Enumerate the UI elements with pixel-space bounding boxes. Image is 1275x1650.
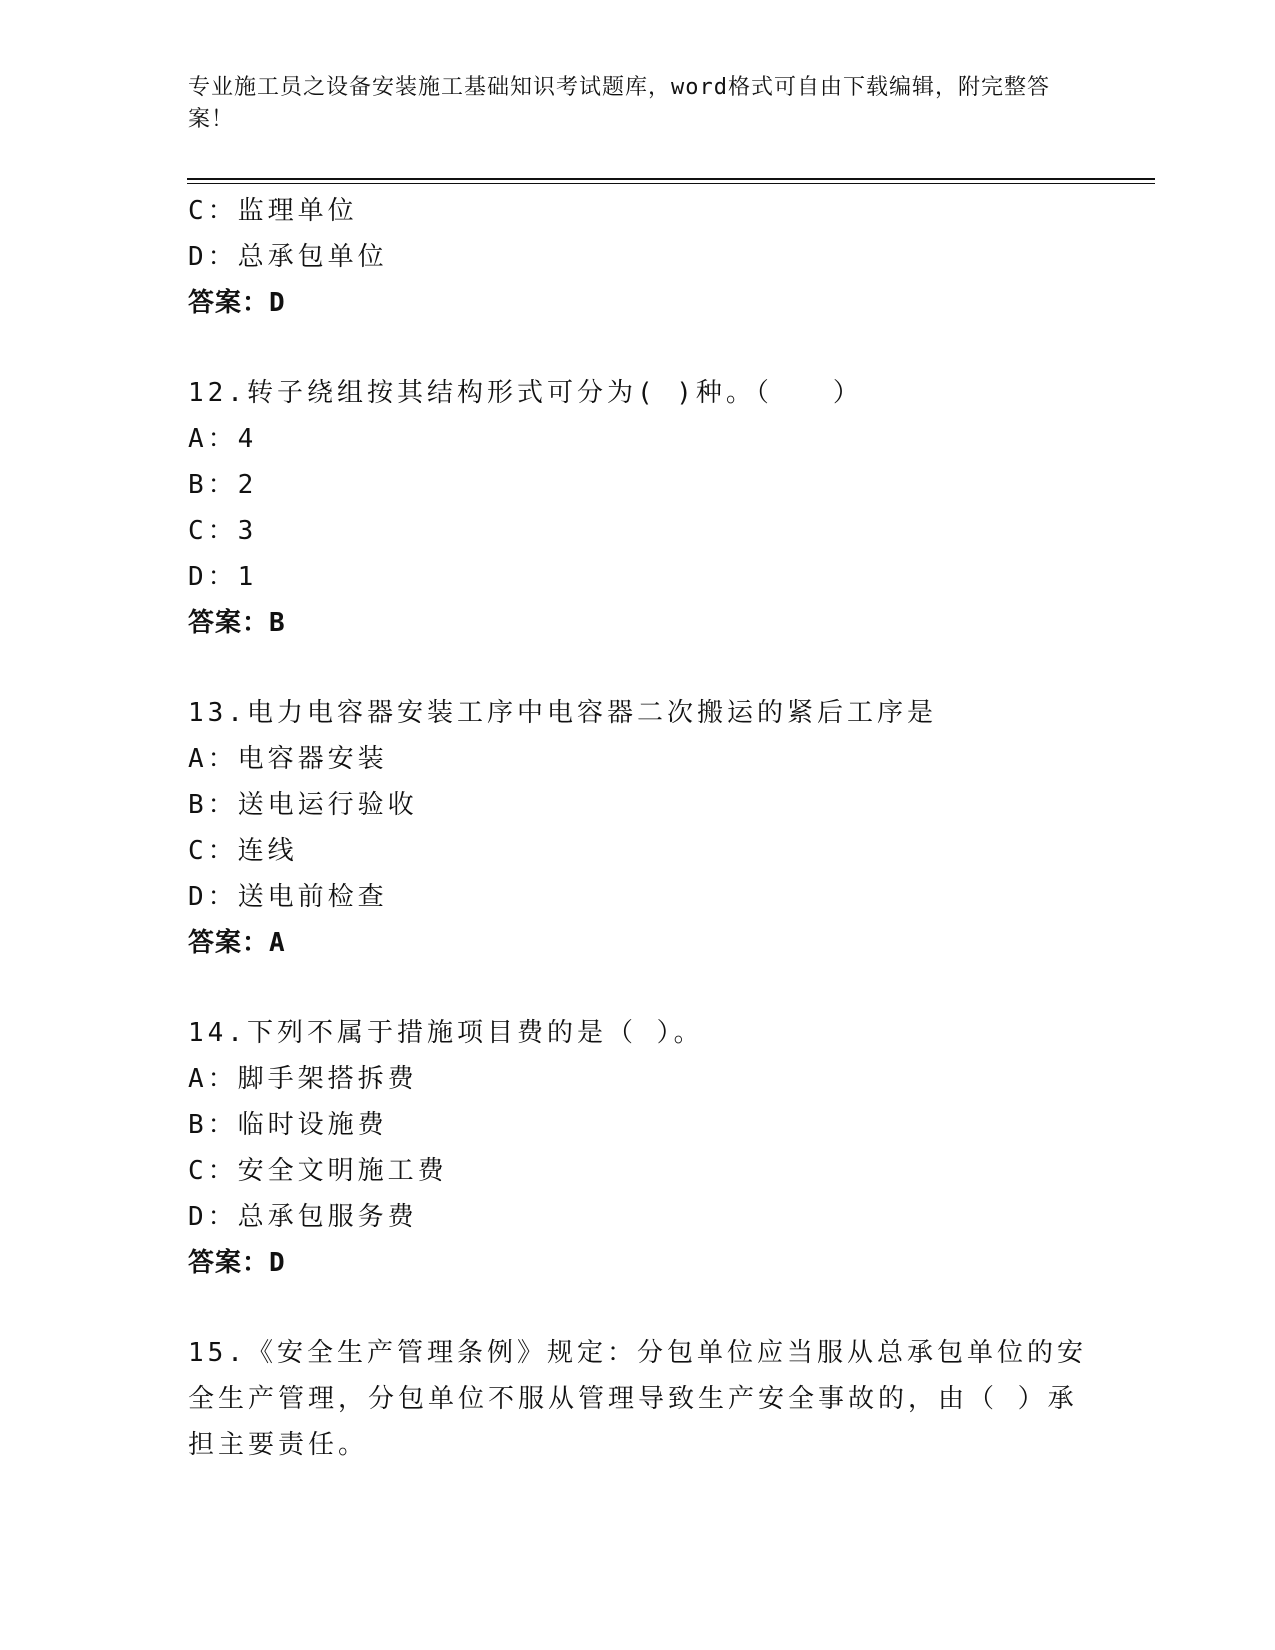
option-c: C：连线 (188, 836, 298, 866)
question-14 (188, 1010, 1088, 1286)
option-a: A：4 (188, 424, 258, 454)
option-d: D：送电前检查 (188, 882, 388, 912)
question-list (188, 188, 1088, 1468)
question-text: 14.下列不属于措施项目费的是（ ）。 (188, 1018, 704, 1048)
header-rule-thick (187, 178, 1155, 180)
answer: 答案：B (188, 608, 286, 638)
option-c: C：安全文明施工费 (188, 1156, 448, 1186)
document-header: 专业施工员之设备安装施工基础知识考试题库，word格式可自由下载编辑，附完整答案！ (188, 75, 1050, 132)
option-d: D：总承包服务费 (188, 1202, 418, 1232)
question-text: 15.《安全生产管理条例》规定：分包单位应当服从总承包单位的安全生产管理，分包单位不服从管理导致生产安全事故的，由（ ）承担主要责任。 (188, 1338, 1087, 1460)
option-c: C：3 (188, 516, 258, 546)
option-c: C：监理单位 (188, 196, 358, 226)
option-d: D：1 (188, 562, 258, 592)
option-d: D：总承包单位 (188, 242, 388, 272)
option-b: B：送电运行验收 (188, 790, 418, 820)
answer: 答案：A (188, 928, 286, 958)
option-b: B：2 (188, 470, 258, 500)
question-15 (188, 1330, 1088, 1468)
option-b: B：临时设施费 (188, 1110, 388, 1140)
header-rule-thin (187, 183, 1155, 184)
question-text: 12.转子绕组按其结构形式可分为( )种。（ ） (188, 378, 863, 408)
question-text: 13.电力电容器安装工序中电容器二次搬运的紧后工序是 (188, 698, 937, 728)
question-12 (188, 370, 1088, 646)
option-a: A：脚手架搭拆费 (188, 1064, 418, 1094)
question-13 (188, 690, 1088, 966)
answer: 答案：D (188, 1248, 286, 1278)
option-a: A：电容器安装 (188, 744, 388, 774)
continued-question (188, 188, 1088, 326)
answer: 答案：D (188, 288, 286, 318)
